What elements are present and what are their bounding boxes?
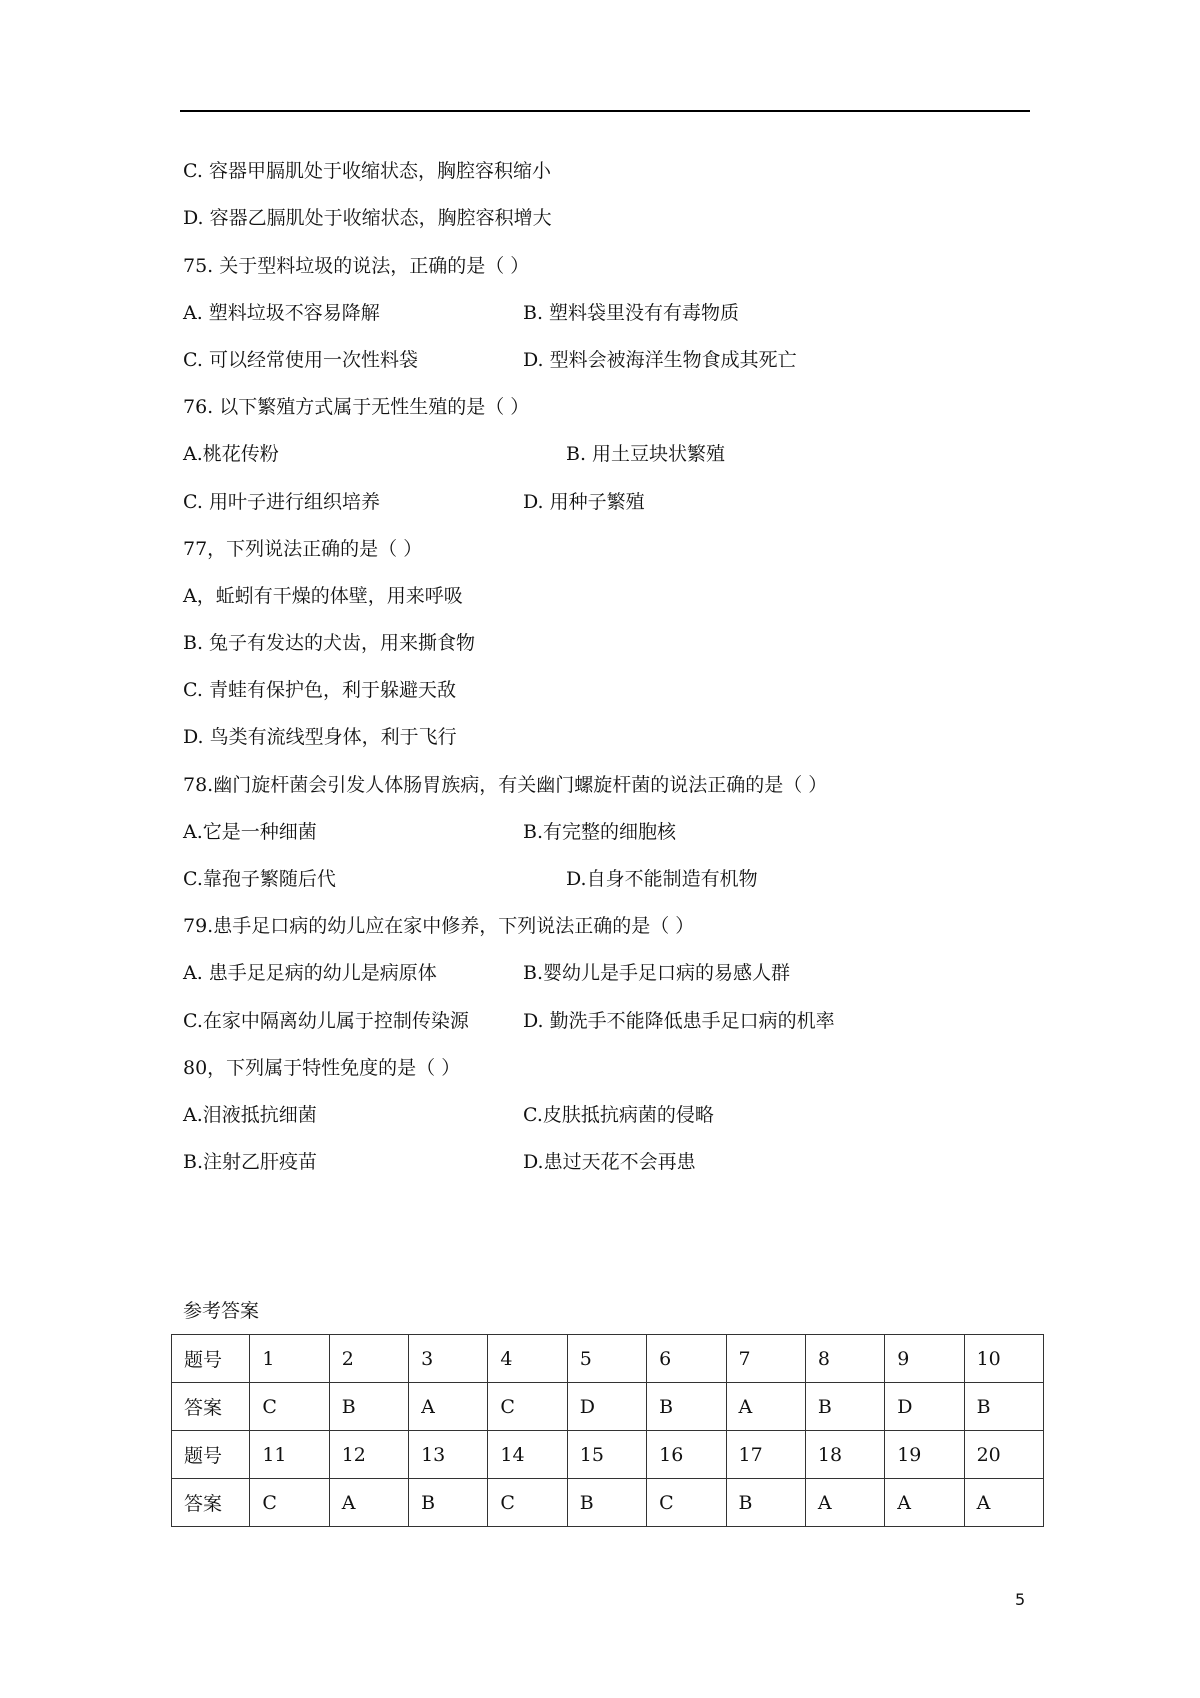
answer-cell: D <box>567 1383 646 1431</box>
answer-cell: B <box>647 1383 726 1431</box>
question-number-cell: 17 <box>726 1431 805 1479</box>
question-number-cell: 20 <box>964 1431 1043 1479</box>
q79-option-c: C.在家中隔离幼儿属于控制传染源 <box>183 1010 469 1032</box>
q78-option-a: A.它是一种细菌 <box>183 821 317 843</box>
row-label-number: 题号 <box>172 1335 250 1383</box>
table-row <box>172 1383 1044 1431</box>
answer-cell: B <box>964 1383 1043 1431</box>
q78-option-c: C.靠孢子繁随后代 <box>183 868 336 890</box>
q76-option-b: B. 用土豆块状繁殖 <box>566 443 726 465</box>
q79-option-d: D. 勤洗手不能降低患手足口病的机率 <box>523 1010 835 1032</box>
q78-option-d: D.自身不能制造有机物 <box>566 868 758 890</box>
question-number-cell: 10 <box>964 1335 1043 1383</box>
header-rule <box>180 110 1030 112</box>
question-number-cell: 3 <box>409 1335 488 1383</box>
answer-cell: B <box>329 1383 408 1431</box>
answer-key-title: 参考答案 <box>183 1300 260 1322</box>
q75-option-c: C. 可以经常使用一次性料袋 <box>183 349 418 371</box>
q77-stem: 77，下列说法正确的是（ ） <box>183 538 423 560</box>
answer-cell: A <box>964 1479 1043 1527</box>
q76-stem: 76. 以下繁殖方式属于无性生殖的是（ ） <box>183 396 530 418</box>
answer-cell: B <box>805 1383 884 1431</box>
q80-option-b: B.注射乙肝疫苗 <box>183 1151 318 1173</box>
q80-option-c: C.皮肤抵抗病菌的侵略 <box>523 1104 714 1126</box>
answer-cell: A <box>726 1383 805 1431</box>
question-number-cell: 14 <box>488 1431 567 1479</box>
q79-option-b: B.婴幼儿是手足口病的易感人群 <box>523 962 791 984</box>
q80-option-a: A.泪液抵抗细菌 <box>183 1104 317 1126</box>
answer-cell: C <box>250 1479 329 1527</box>
row-label-number: 题号 <box>172 1431 250 1479</box>
answer-cell: C <box>488 1383 567 1431</box>
row-label-answer: 答案 <box>172 1383 250 1431</box>
answer-cell: B <box>726 1479 805 1527</box>
question-number-cell: 6 <box>647 1335 726 1383</box>
q78-option-b: B.有完整的细胞核 <box>523 821 677 843</box>
question-number-cell: 7 <box>726 1335 805 1383</box>
table-row <box>172 1431 1044 1479</box>
table-row <box>172 1335 1044 1383</box>
q75-option-b: B. 塑料袋里没有有毒物质 <box>523 302 740 324</box>
q75-stem: 75. 关于型料垃圾的说法，正确的是（ ） <box>183 255 530 277</box>
question-number-cell: 19 <box>885 1431 964 1479</box>
q74-option-c: C. 容器甲膈肌处于收缩状态，胸腔容积缩小 <box>183 160 551 182</box>
question-number-cell: 11 <box>250 1431 329 1479</box>
q77-option-d: D. 鸟类有流线型身体，利于飞行 <box>183 726 457 748</box>
answer-cell: A <box>329 1479 408 1527</box>
question-number-cell: 16 <box>647 1431 726 1479</box>
q79-stem: 79.患手足口病的幼儿应在家中修养，下列说法正确的是（ ） <box>183 915 695 937</box>
answer-cell: D <box>885 1383 964 1431</box>
question-number-cell: 5 <box>567 1335 646 1383</box>
q74-option-d: D. 容器乙膈肌处于收缩状态，胸腔容积增大 <box>183 207 552 229</box>
table-row <box>172 1479 1044 1527</box>
answer-cell: B <box>409 1479 488 1527</box>
answer-cell: C <box>250 1383 329 1431</box>
question-number-cell: 9 <box>885 1335 964 1383</box>
answer-cell: C <box>488 1479 567 1527</box>
question-number-cell: 1 <box>250 1335 329 1383</box>
q78-stem: 78.幽门旋杆菌会引发人体肠胃族病，有关幽门螺旋杆菌的说法正确的是（ ） <box>183 774 828 796</box>
q77-option-a: A，蚯蚓有干燥的体壁，用来呼吸 <box>183 585 463 607</box>
q76-option-c: C. 用叶子进行组织培养 <box>183 491 380 513</box>
answer-cell: A <box>885 1479 964 1527</box>
q75-option-d: D. 型料会被海洋生物食成其死亡 <box>523 349 797 371</box>
q75-option-a: A. 塑料垃圾不容易降解 <box>183 302 380 324</box>
question-number-cell: 18 <box>805 1431 884 1479</box>
answer-cell: A <box>805 1479 884 1527</box>
answer-cell: B <box>567 1479 646 1527</box>
q76-option-a: A.桃花传粉 <box>183 443 279 465</box>
question-number-cell: 8 <box>805 1335 884 1383</box>
question-number-cell: 2 <box>329 1335 408 1383</box>
q77-option-c: C. 青蛙有保护色，利于躲避天敌 <box>183 679 456 701</box>
q77-option-b: B. 兔子有发达的犬齿，用来撕食物 <box>183 632 476 654</box>
q80-stem: 80，下列属于特性免度的是（ ） <box>183 1057 461 1079</box>
answer-key-table <box>171 1334 1044 1527</box>
question-number-cell: 12 <box>329 1431 408 1479</box>
question-number-cell: 13 <box>409 1431 488 1479</box>
question-number-cell: 4 <box>488 1335 567 1383</box>
answer-cell: C <box>647 1479 726 1527</box>
q79-option-a: A. 患手足足病的幼儿是病原体 <box>183 962 437 984</box>
page-number: 5 <box>1015 1590 1026 1609</box>
q76-option-d: D. 用种子繁殖 <box>523 491 645 513</box>
row-label-answer: 答案 <box>172 1479 250 1527</box>
q80-option-d: D.患过天花不会再患 <box>523 1151 696 1173</box>
answer-cell: A <box>409 1383 488 1431</box>
question-number-cell: 15 <box>567 1431 646 1479</box>
